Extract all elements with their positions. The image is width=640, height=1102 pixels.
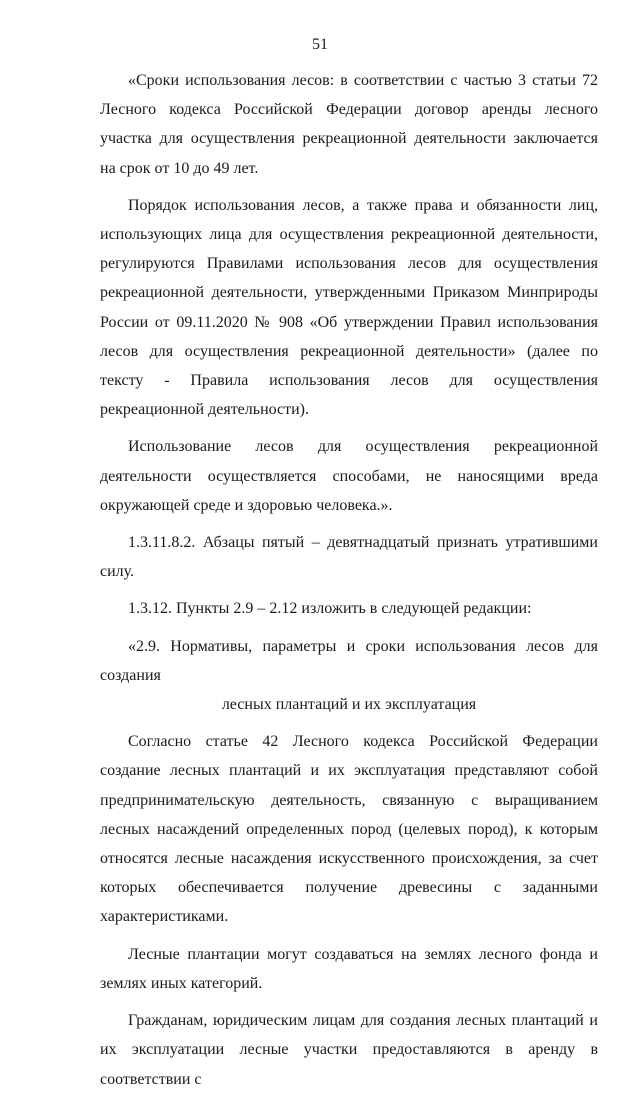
document-body [100,66,598,1102]
page-number: 51 [312,36,328,53]
paragraph-amendment-1: 1.3.11.8.2. Абзацы пятый – девятнадцатый признать утратившими силу. [100,534,598,581]
paragraph-amendment-2: 1.3.12. Пункты 2.9 – 2.12 изложить в следующей редакции: [128,600,532,618]
section-heading-line-2: лесных плантаций и их эксплуатация [221,696,477,714]
paragraph-recreation-methods: Использование лесов для осуществления рекреационной деятельности осуществляется способами, не наносящими вреда окружающей среде и здоровью человека.». [100,438,598,514]
section-heading-line-1: «2.9. Нормативы, параметры и сроки использования лесов для создания [100,637,598,684]
paragraph-recreation-terms: «Сроки использования лесов: в соответствии с частью 3 статьи 72 Лесного кодекса Российской Федерации договор аренды лесного участка для осуществления рекреационной деятельности заключается на срок от 10 до 49 лет. [100,72,598,177]
paragraph-plantations-definition: Согласно статье 42 Лесного кодекса Российской Федерации создание лесных плантаций и их эксплуатация представляют собой предпринимательскую деятельность, связанную с выращиванием лесных насаждений определенных пород (целевых пород), к которым относятся лесные насаждения искусственного происхождения, за счет которых обеспечивается получение древесины с заданными характеристиками. [100,733,598,926]
paragraph-plantations-lands: Лесные плантации могут создаваться на землях лесного фонда и землях иных категорий. [100,945,598,992]
paragraph-plantations-lease: Гражданам, юридическим лицам для создания лесных плантаций и их эксплуатации лесные участки предоставляются в аренду в соответствии с [100,1012,598,1088]
paragraph-recreation-rules: Порядок использования лесов, а также права и обязанности лиц, использующих лица для осуществления рекреационной деятельности, регулируются Правилами использования лесов для осуществления рекреационной деятельности, утвержденными Приказом Минприроды России от 09.11.2020 № 908 «Об утверждении Правил использования лесов для осуществления рекреационной деятельности» (далее по тексту - Правила использования лесов для осуществления рекреационной деятельности). [100,196,598,419]
